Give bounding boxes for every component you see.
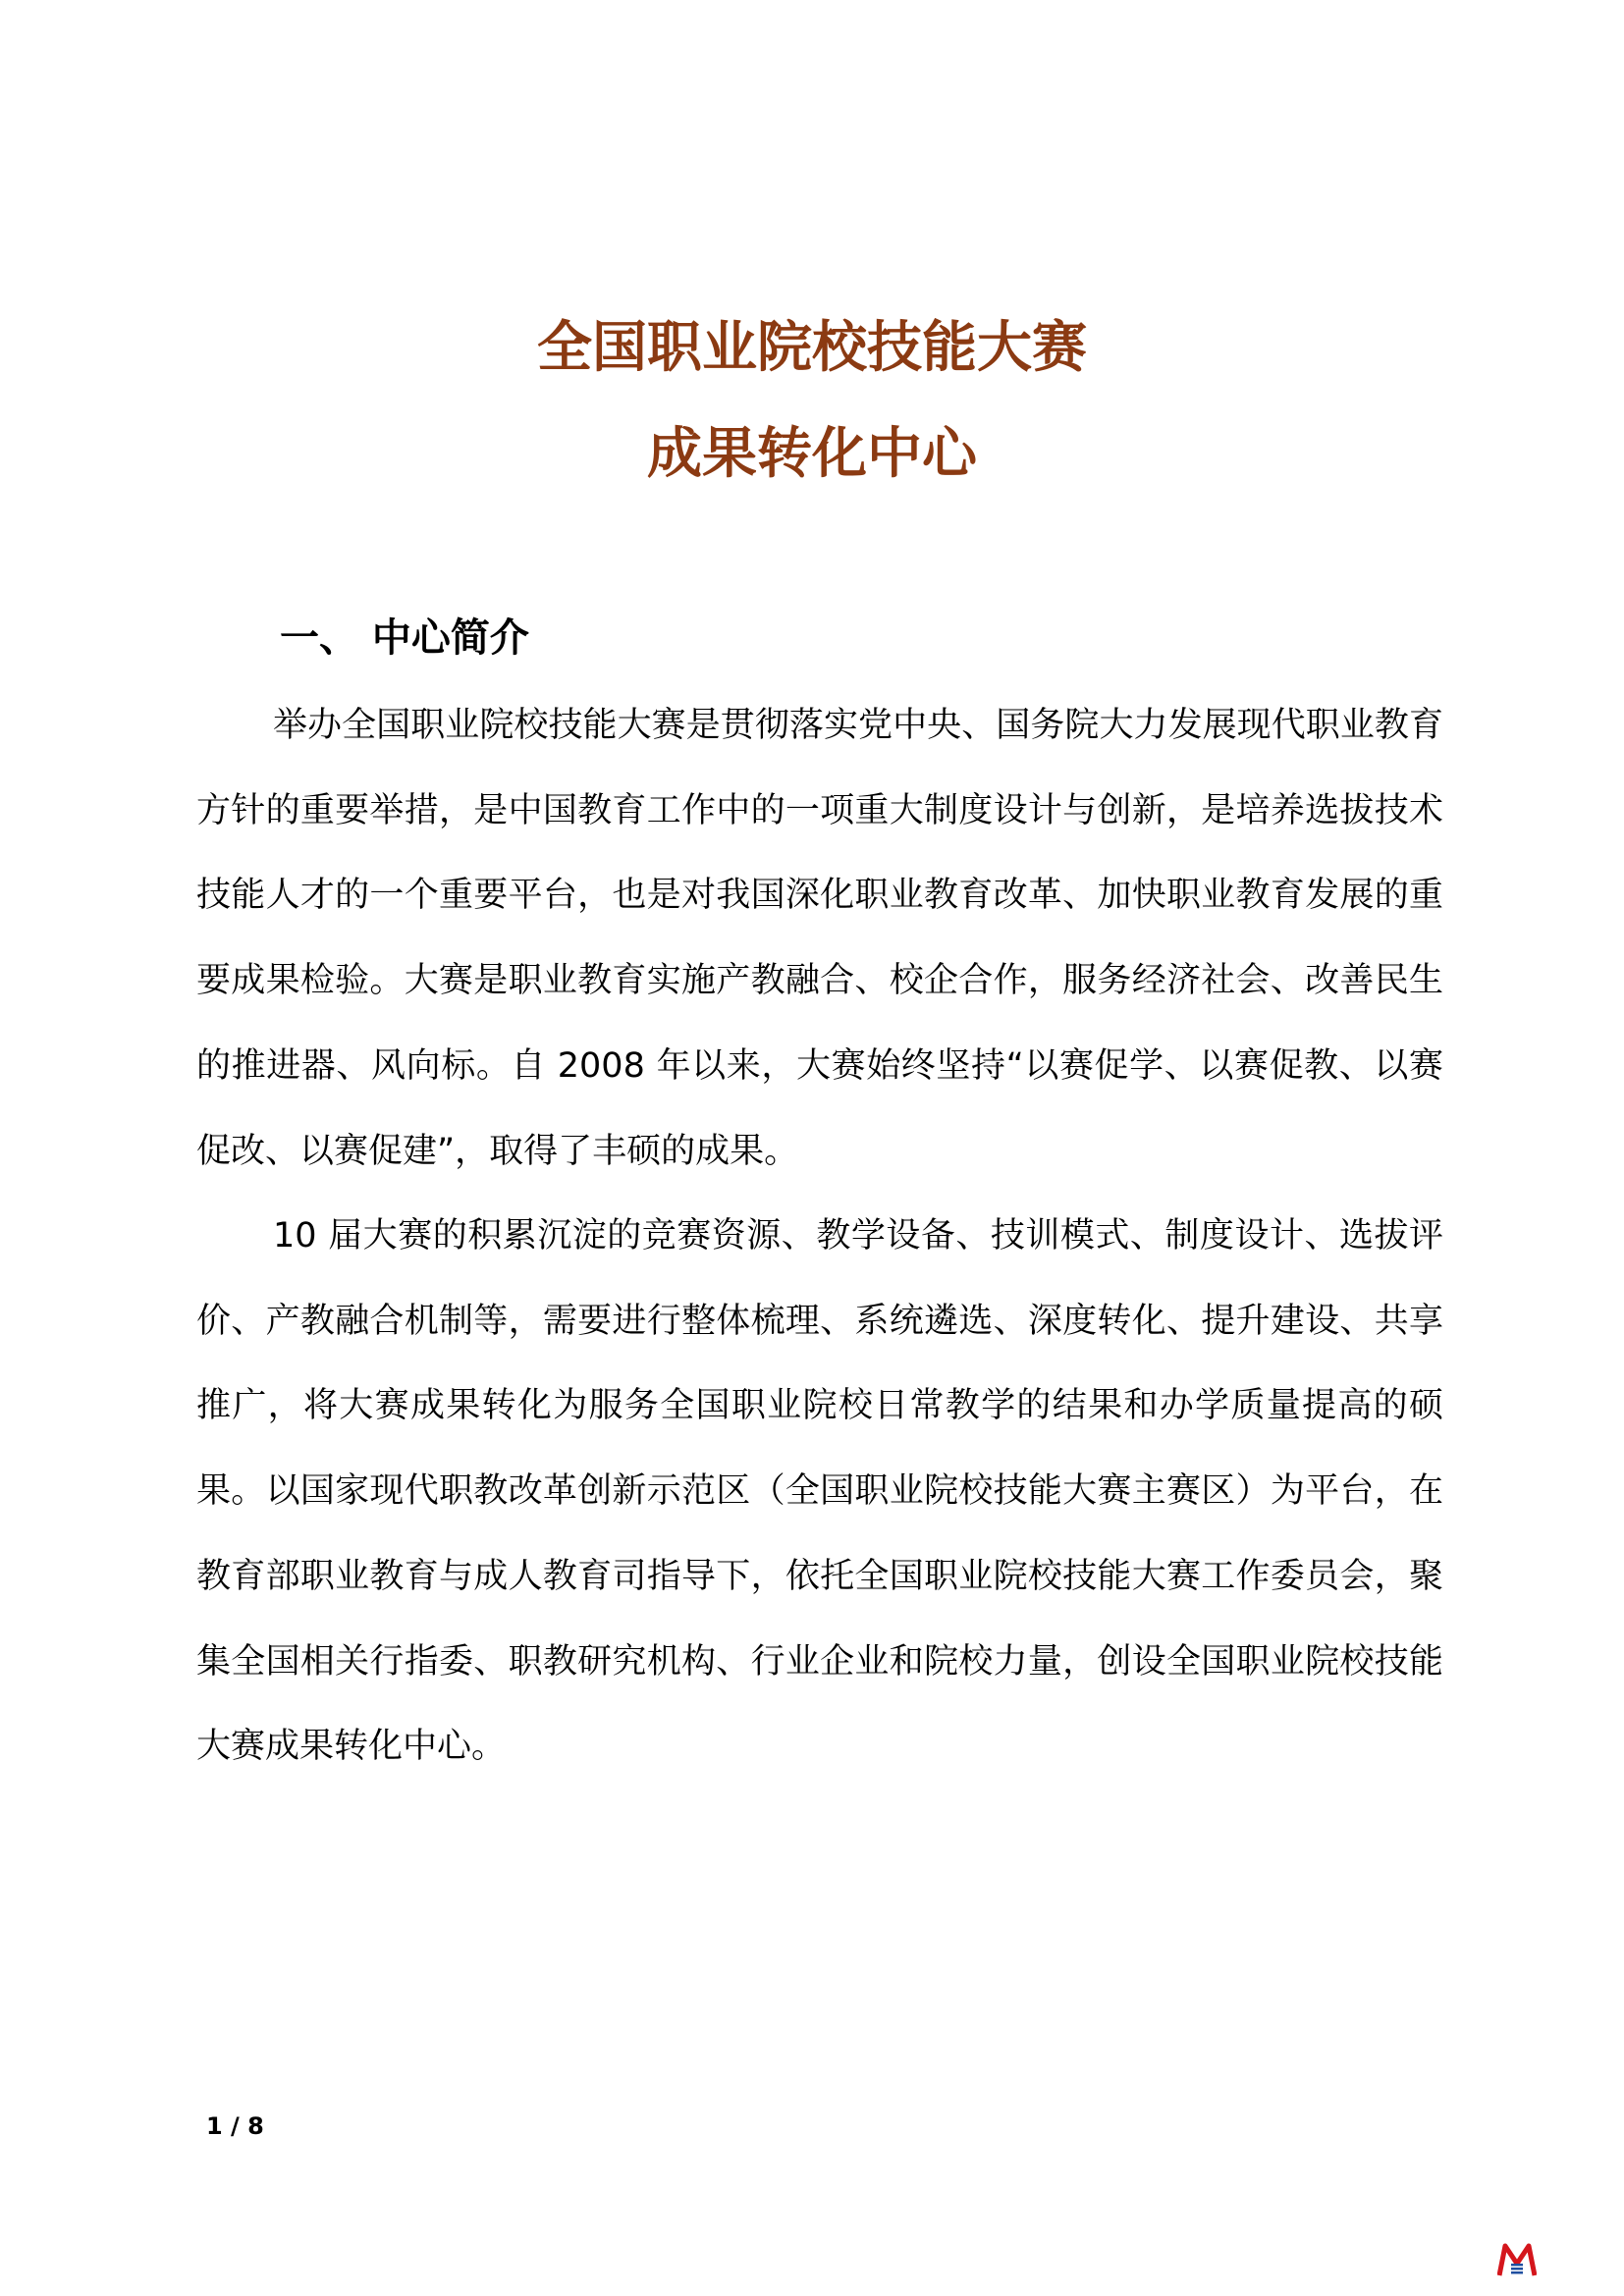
document-title-line2: 成果转化中心	[647, 422, 977, 486]
document-title-line1: 全国职业院校技能大赛	[537, 316, 1087, 380]
section-heading: 一、 中心简介	[280, 615, 529, 661]
page-number: 1 / 8	[206, 2112, 264, 2140]
paragraph-1: 举办全国职业院校技能大赛是贯彻落实党中央、国务院大力发展现代职业教育方针的重要举措，是中国教育工作中的一项重大制度设计与创新，是培养选拔技术技能人才的一个重要平台，也是对我国深化职业教育改革、加快职业教育发展的重要成果检验。大赛是职业教育实施产教融合、校企合作，服务经济社会、改善民生的推进器、风向标。自 2008 年以来，大赛始终坚持“以赛促学、以赛促教、以赛促改、以赛促建”，取得了丰硕的成果。	[196, 706, 1443, 1171]
m-logo-icon	[1497, 2242, 1537, 2277]
paragraph-2: 10 届大赛的积累沉淀的竞赛资源、教学设备、技训模式、制度设计、选拔评价、产教融合机制等，需要进行整体梳理、系统遴选、深度转化、提升建设、共享推广，将大赛成果转化为服务全国职业院校日常教学的结果和办学质量提高的硕果。以国家现代职教改革创新示范区（全国职业院校技能大赛主赛区）为平台，在教育部职业教育与成人教育司指导下，依托全国职业院校技能大赛工作委员会，聚集全国相关行指委、职教研究机构、行业企业和院校力量，创设全国职业院校技能大赛成果转化中心。	[196, 1216, 1443, 1767]
